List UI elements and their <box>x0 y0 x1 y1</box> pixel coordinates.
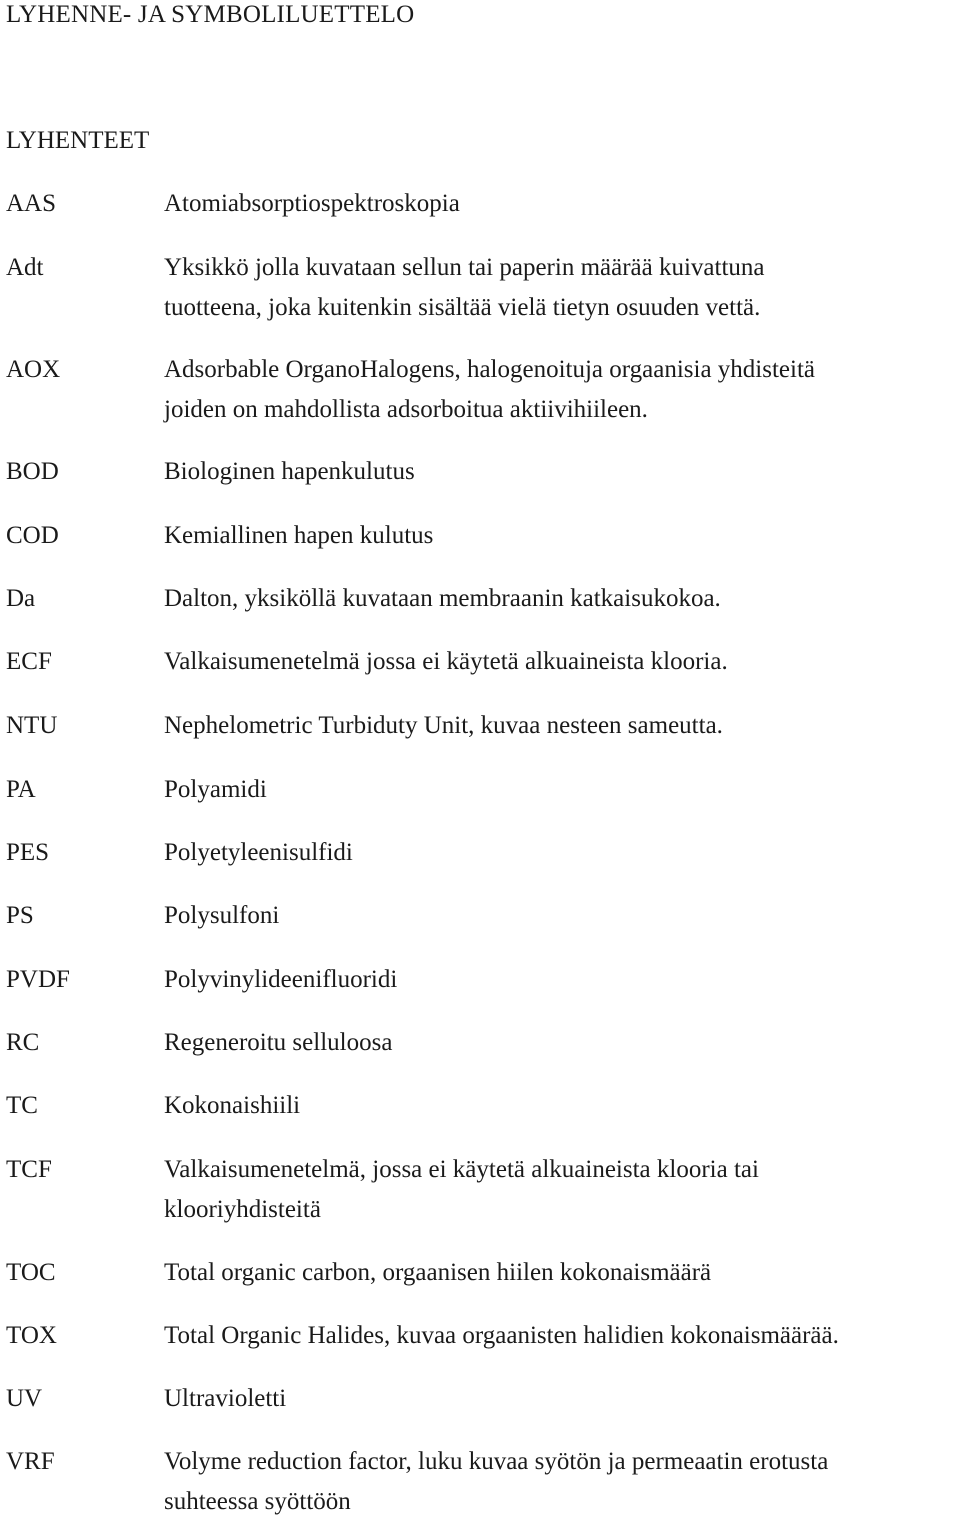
abbreviation-term: TC <box>6 1092 38 1119</box>
abbreviation-definition: Dalton, yksiköllä kuvataan membraanin katkaisukokoa. <box>164 585 721 612</box>
abbreviation-definition: Nephelometric Turbiduty Unit, kuvaa nesteen sameutta. <box>164 712 723 739</box>
abbreviation-term: PES <box>6 839 50 866</box>
abbreviation-term: NTU <box>6 712 58 739</box>
abbreviation-term: ECF <box>6 648 52 675</box>
abbreviation-term: BOD <box>6 458 59 485</box>
abbreviation-term: PS <box>6 902 34 929</box>
abbreviation-definition: Ultravioletti <box>164 1385 287 1412</box>
abbreviation-term: UV <box>6 1385 43 1412</box>
abbreviation-definition: Valkaisumenetelmä jossa ei käytetä alkuaineista klooria. <box>164 648 728 675</box>
abbreviation-definition: Yksikkö jolla kuvataan sellun tai paperin määrää kuivattuna tuotteena, joka kuitenkin sisältää vielä tietyn osuuden vettä. <box>164 254 765 321</box>
abbreviation-definition: Polyvinylideenifluoridi <box>164 966 398 993</box>
abbreviation-term: AOX <box>6 356 61 383</box>
abbreviation-term: Adt <box>6 254 44 281</box>
abbreviation-definition: Total organic carbon, orgaanisen hiilen kokonaismäärä <box>164 1259 712 1286</box>
abbreviation-term: Da <box>6 585 36 612</box>
abbreviation-term: TCF <box>6 1156 52 1183</box>
abbreviation-definition: Polyamidi <box>164 776 267 803</box>
section-heading-abbreviations: LYHENTEET <box>6 127 150 154</box>
abbreviation-term: AAS <box>6 190 57 217</box>
abbreviation-term: TOX <box>6 1322 57 1349</box>
abbreviation-definition: Volyme reduction factor, luku kuvaa syötön ja permeaatin erotusta suhteessa syöttöön <box>164 1448 829 1515</box>
abbreviation-definition: Total Organic Halides, kuvaa orgaanisten halidien kokonaismäärää. <box>164 1322 839 1349</box>
abbreviation-term: TOC <box>6 1259 56 1286</box>
abbreviation-definition: Kemiallinen hapen kulutus <box>164 522 434 549</box>
abbreviation-term: COD <box>6 522 59 549</box>
abbreviation-definition: Atomiabsorptiospektroskopia <box>164 190 460 217</box>
abbreviation-definition: Biologinen hapenkulutus <box>164 458 415 485</box>
abbreviation-term: PA <box>6 776 36 803</box>
abbreviation-definition: Polyetyleenisulfidi <box>164 839 353 866</box>
abbreviation-definition: Kokonaishiili <box>164 1092 301 1119</box>
abbreviation-term: PVDF <box>6 966 70 993</box>
abbreviation-definition: Polysulfoni <box>164 902 280 929</box>
abbreviation-term: VRF <box>6 1448 55 1475</box>
page-title: LYHENNE- JA SYMBOLILUETTELO <box>6 1 415 28</box>
abbreviation-definition: Regeneroitu selluloosa <box>164 1029 393 1056</box>
abbreviation-term: RC <box>6 1029 40 1056</box>
abbreviation-definition: Valkaisumenetelmä, jossa ei käytetä alkuaineista klooria tai klooriyhdisteitä <box>164 1156 759 1223</box>
abbreviation-definition: Adsorbable OrganoHalogens, halogenoituja orgaanisia yhdisteitä joiden on mahdollista adsorboitua aktiivihiileen. <box>164 356 816 423</box>
